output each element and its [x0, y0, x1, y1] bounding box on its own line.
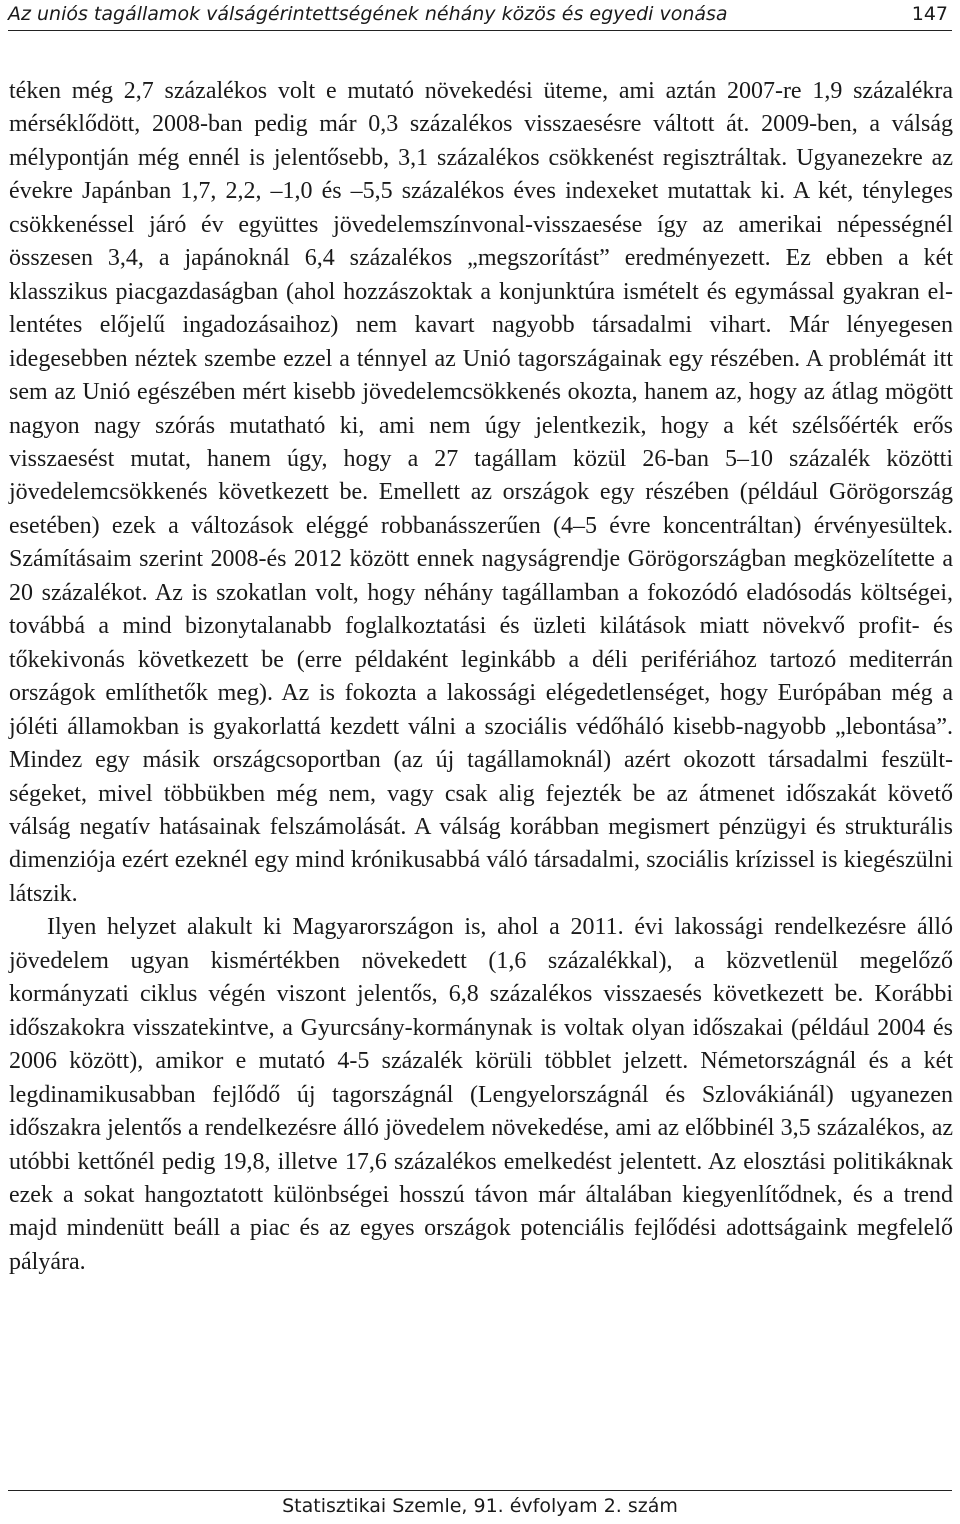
footer — [8, 1490, 952, 1517]
paragraph-2: Ilyen helyzet alakult ki Magyarországon is, ahol a 2011. évi lakossági rendelkezésre álló jövedelem ugyan kismértékben növekedett (1,6 százalékkal), a közvetlenül megelőző kormányzati ciklus végén viszont jelentős, 6,8 százalékos visszaesés következett be. Korábbi időszakokra visszatekintve, a Gyurcsány-kormánynak is voltak olyan időszakai (például 2004 és 2006 között), amikor e mutató 4-5 százalék körüli többlet jelzett. Németországnál és a két legdinamikusabban fejlődő új tagországnál (Lengyelországnál és Szlovákiánál) ugyanezen időszakra jelentős a rendelkezésre álló jövedelem növekedése, ami az előbbinél 3,5 százalékos, az utóbbi kettőnél pedig 19,8, illetve 17,6 százalékos emelkedést jelentett. Az elosztási politikáknak ezek a sokat hangoztatott különbségei hosszú távon már általában kiegyenlítődnek, és a trend majd mindenütt beáll a piac és az egyes országok potenciális fejlődési adottságaink megfelelő pályára. — [9, 914, 953, 1275]
paragraph-1: téken még 2,7 százalékos volt e mutató növekedési üteme, ami aztán 2007-re 1,9 százalékra mérséklődött, 2008-ban pedig már 0,3 százalékos visszaesésre váltott át. 2009-ben, a válság mélypontján még ennél is jelentősebb, 3,1 százalékos csökkenést regisztráltak. Ugyanezekre az évekre Japánban 1,7, 2,2, –1,0 és –5,5 százalékos éves indexeket mutattak ki. A két, tényleges csökkenéssel járó év együttes jövedelemszínvonal-visszaesése így az amerikai népességnél összesen 3,4, a japánoknál 6,4 százalékos „megszorítást” eredményezett. Ez ebben a két klasszikus piacgazdaságban (ahol hozzászoktak a konjunktúra ismételt és egymással gyakran ellentétes előjelű ingadozásaihoz) nem kavart nagyobb társadalmi vihart. Már lényegesen idegesebben néztek szembe ezzel a ténnyel az Unió tagországainak egy részében. A problémát itt sem az Unió egészében mért kisebb jövedelemcsökkenés okozta, hanem az, hogy az átlag mögött nagyon nagy szórás mutatható ki, ami nem úgy jelentkezik, hogy a két szélsőérték erős visszaesést mutat, hanem úgy, hogy a 27 tagállam közül 26-ban 5–10 százalék közötti jövedelemcsökkenés következett be. Emellett az országok egy részében (például Görögország esetében) ezek a változások eléggé robbanásszerűen (4–5 évre koncentráltan) érvényesültek. Számításaim szerint 2008-és 2012 között ennek nagyságrendje Görögországban megközelítette a 20 százalékot. Az is szokatlan volt, hogy néhány tagállamban a fokozódó eladósodás költségei, továbbá a mind bizonytalanabb foglalkoztatási és üzleti kilátások miatt növekvő profit- és tőkekivonás következett be (erre példaként leginkább a déli perifériához tartozó mediterrán országok említhetők meg). Az is fokozta a lakossági elégedetlenséget, hogy Európában még a jóléti államokban is gyakorlattá kezdett válni a szociális védőháló kisebb-nagyobb „lebontása”. Mindez egy másik országcsoportban (az új tagállamoknál) azért okozott társadalmi feszültségeket, mivel többükben még nem, vagy csak alig fejezték be az átmenet időszakát követő válság negatív hatásainak felszámolását. A válság korábban megismert pénzügyi és strukturális dimenziója ezért ezeknél egy mind krónikusabbá váló társadalmi, szociális krízissel is kiegészülni látszik. — [9, 78, 953, 907]
journal-footer: Statisztikai Szemle, 91. évfolyam 2. szám — [282, 1495, 678, 1517]
body-text — [9, 75, 953, 1279]
running-head — [8, 0, 952, 31]
running-title: Az uniós tagállamok válságérintettségének néhány közös és egyedi vonása — [8, 3, 728, 25]
page-number: 147 — [911, 3, 948, 25]
